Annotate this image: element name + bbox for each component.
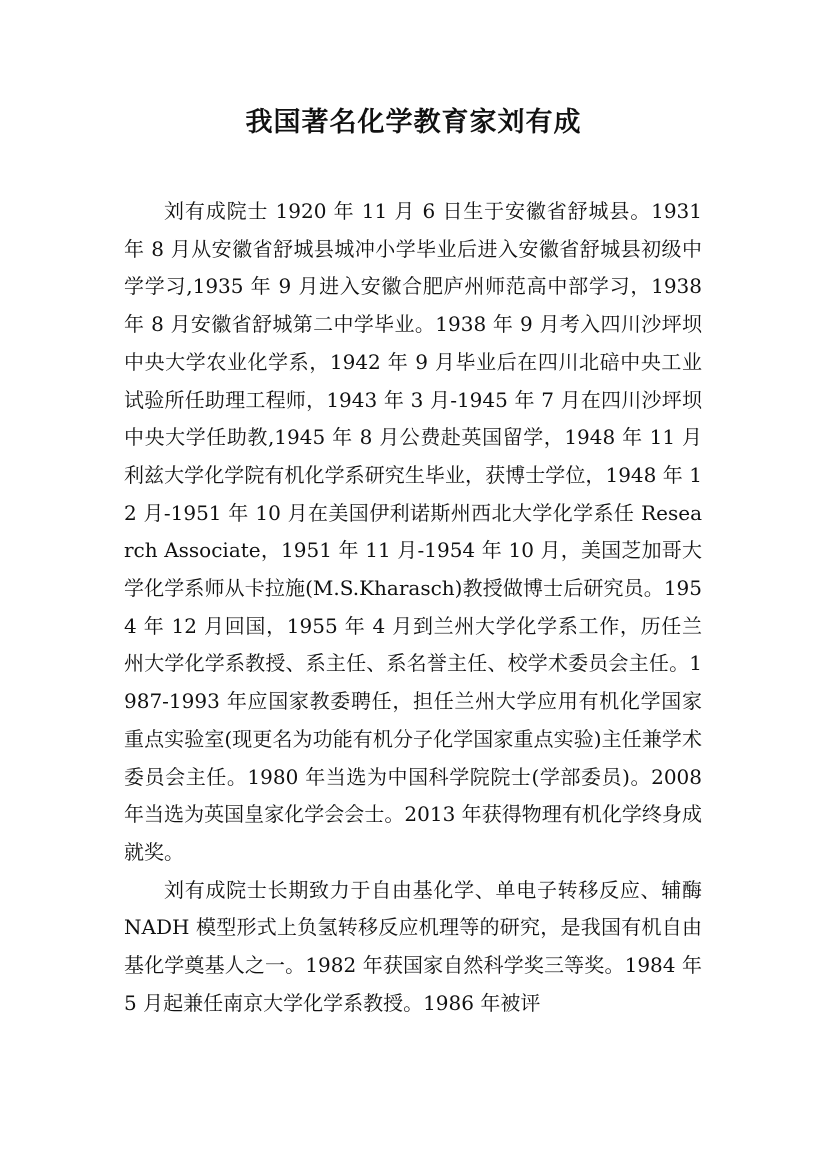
document-title: 我国著名化学教育家刘有成 [245, 107, 582, 138]
paragraph-2: 刘有成院士长期致力于自由基化学、单电子转移反应、辅酶 NADH 模型形式上负氢转移反应机理等的研究，是我国有机自由基化学奠基人之一。1982 年获国家自然科学奖三等奖。1984 年 5 月起兼任南京大学化学系教授。1986 年被评 [124, 877, 702, 1015]
document-body [124, 193, 702, 1022]
paragraph-1: 刘有成院士 1920 年 11 月 6 日生于安徽省舒城县。1931 年 8 月从安徽省舒城县城冲小学毕业后进入安徽省舒城县初级中学学习,1935 年 9 月进入安徽合肥庐州师范高中部学习，1938 年 8 月安徽省舒城第二中学毕业。1938 年 9 月考入四川沙坪坝中央大学农业化学系，1942 年 9 月毕业后在四川北碚中央工业试验所任助理工程师，1943 年 3 月-1945 年 7 月在四川沙坪坝中央大学任助教,1945 年 8 月公费赴英国留学，1948 年 11 月利兹大学化学院有机化学系研究生毕业，获博士学位，1948 年 12 月-1951 年 10 月在美国伊利诺斯州西北大学化学系任 Research Associate，1951 年 11 月-1954 年 10 月，美国芝加哥大学化学系师从卡拉施(M.S.Kharasch)教授做博士后研究员。1954 年 12 月回国，1955 年 4 月到兰州大学化学系工作，历任兰州大学化学系教授、系主任、系名誉主任、校学术委员会主任。1987-1993 年应国家教委聘任，担任兰州大学应用有机化学国家重点实验室(现更名为功能有机分子化学国家重点实验)主任兼学术委员会主任。1980 年当选为中国科学院院士(学部委员)。2008 年当选为英国皇家化学会会士。2013 年获得物理有机化学终身成就奖。 [124, 199, 702, 864]
